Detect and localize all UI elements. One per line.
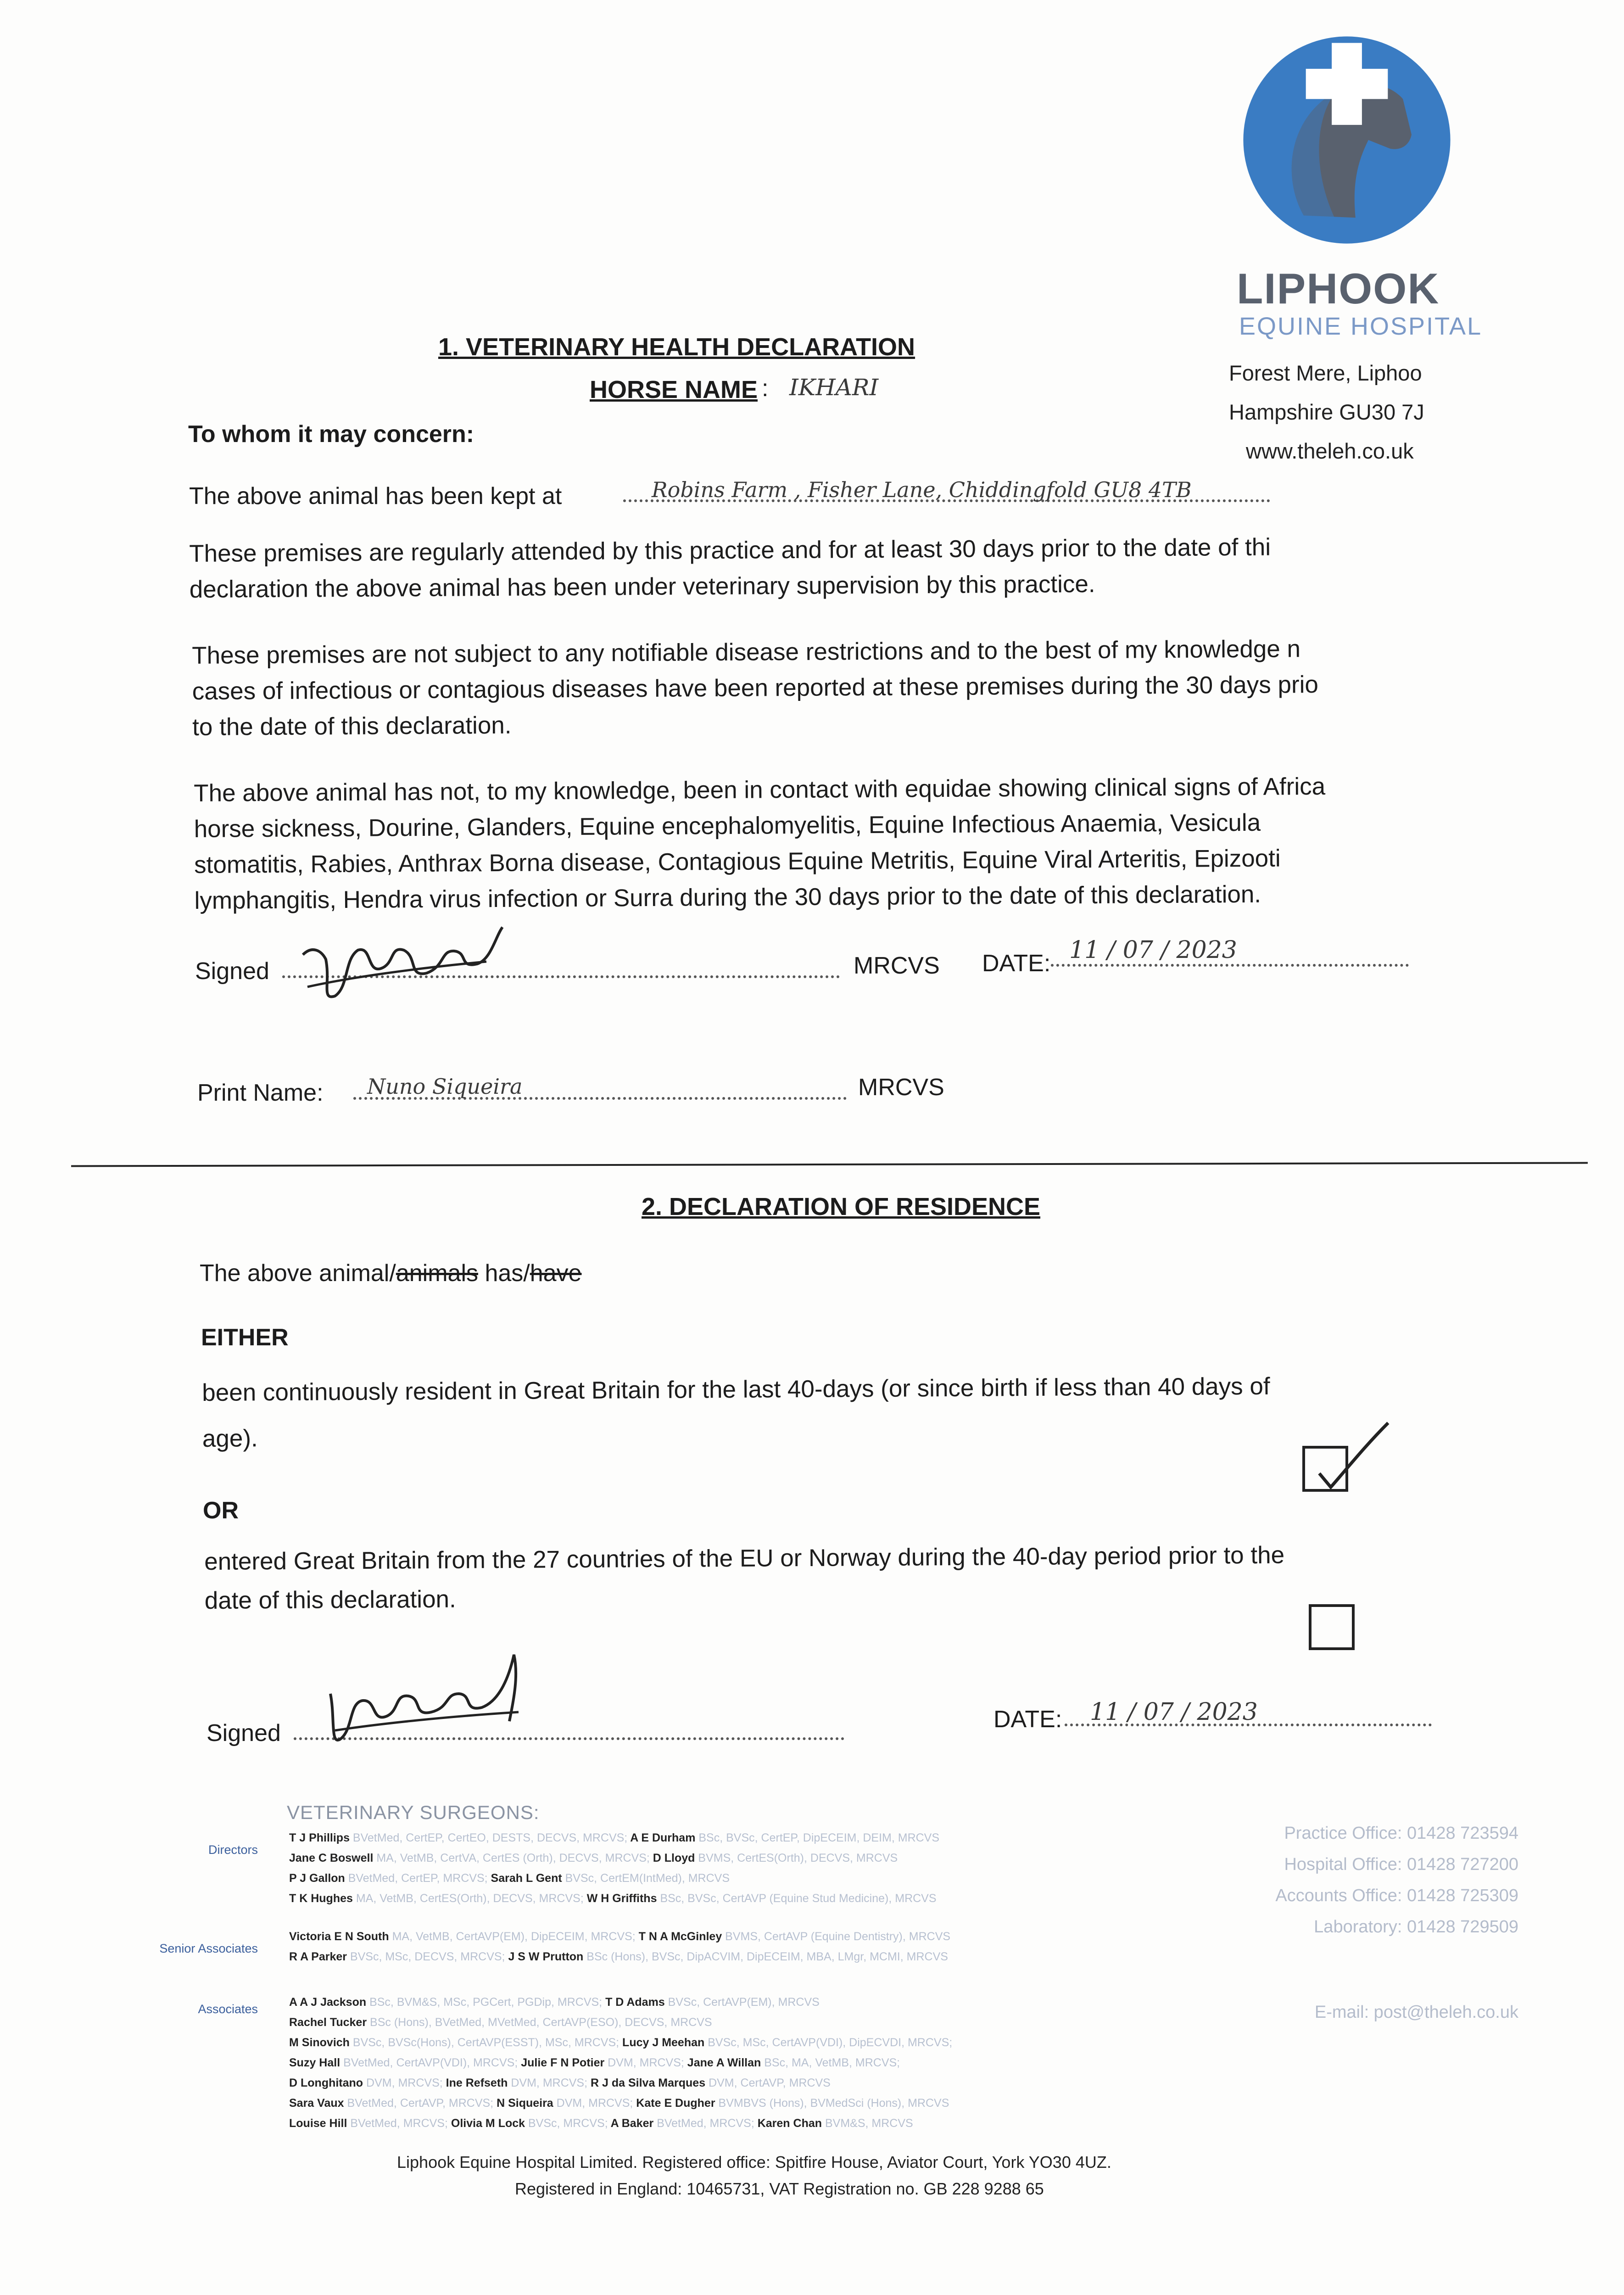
staff-qualifications: BVetMed, CertAVP, MRCVS;	[347, 2097, 494, 2110]
staff-line	[289, 1992, 952, 2012]
staff-name: D Lloyd	[649, 1852, 698, 1864]
staff-line	[289, 1848, 939, 1868]
staff-line	[289, 2073, 952, 2093]
para1-line-1: These premises are regularly attended by this practice and for at least 30 days prior to the date of thi	[189, 533, 1271, 567]
animal-prefix: The above animal/	[200, 1260, 396, 1287]
para1-line-2: declaration the above animal has been under veterinary supervision by this practice.	[189, 570, 1095, 603]
staff-qualifications: DVM, MRCVS;	[608, 2056, 684, 2069]
option-2-checkbox[interactable]	[1309, 1604, 1355, 1650]
staff-qualifications: BVMS, CertAVP (Equine Dentistry), MRCVS	[725, 1930, 951, 1943]
staff-qualifications: DVM, MRCVS;	[556, 2097, 633, 2110]
staff-qualifications: BVetMed, MRCVS;	[350, 2117, 448, 2130]
animal-statement	[200, 1261, 582, 1285]
staff-name: Suzy Hall	[289, 2056, 344, 2069]
staff-qualifications: BVMBVS (Hons), BVMedSci (Hons), MRCVS	[718, 2097, 949, 2110]
staff-qualifications: BVM&S, MRCVS	[825, 2117, 913, 2130]
date-value-1: 11 / 07 / 2023	[1069, 936, 1237, 964]
veterinary-surgeons-title: VETERINARY SURGEONS:	[287, 1802, 540, 1823]
staff-qualifications: BSc, BVSc, CertEP, DipECEIM, DEIM, MRCVS	[698, 1831, 940, 1844]
horse-name-value: IKHARI	[789, 374, 879, 401]
option1-line-2: age).	[202, 1425, 258, 1452]
option-2-text	[204, 1536, 1285, 1620]
staff-qualifications: BVSc, MSc, CertAVP(VDI), DipECVDI, MRCVS;	[708, 2036, 953, 2049]
staff-name: R J da Silva Marques	[587, 2077, 709, 2089]
greeting: To whom it may concern:	[188, 421, 474, 448]
section-divider	[71, 1162, 1588, 1167]
office-numbers	[1275, 1818, 1518, 1942]
staff-name: Rachel Tucker	[289, 2016, 370, 2029]
para3-line-1: The above animal has not, to my knowledge, been in contact with equidae showing clinical signs of Africa	[194, 772, 1326, 807]
signed-label-1: Signed	[195, 958, 269, 985]
staff-name: Sarah L Gent	[487, 1872, 565, 1885]
staff-name: Jane A Willan	[684, 2056, 765, 2069]
staff-name: T D Adams	[602, 1996, 668, 2009]
has-struck: have	[530, 1260, 582, 1287]
staff-qualifications: BSc, BVM&S, MSc, PGCert, PGDip, MRCVS;	[369, 1996, 603, 2009]
staff-qualifications: MA, VetMB, CertES(Orth), DECVS, MRCVS;	[356, 1892, 584, 1905]
para2-line-3: to the date of this declaration.	[192, 711, 512, 741]
mrcvs-label-2: MRCVS	[858, 1074, 944, 1101]
staff-name: Sara Vaux	[289, 2097, 347, 2110]
staff-line	[289, 1926, 950, 1947]
email-contact: E-mail: post@theleh.co.uk	[1314, 2003, 1518, 2022]
staff-line	[289, 2093, 952, 2113]
liphook-logo-mark	[1239, 32, 1455, 248]
role-associates: Associates	[198, 2002, 258, 2016]
staff-name: Olivia M Lock	[447, 2117, 528, 2130]
staff-qualifications: BVetMed, CertAVP(VDI), MRCVS;	[343, 2056, 518, 2069]
staff-name: P J Gallon	[289, 1872, 348, 1885]
footer-registration-line: Registered in England: 10465731, VAT Registration no. GB 228 9288 65	[515, 2179, 1044, 2198]
accounts-office: Accounts Office: 01428 725309	[1275, 1886, 1518, 1905]
para2-line-1: These premises are not subject to any notifiable disease restrictions and to the best of my knowledge n	[192, 635, 1301, 669]
staff-name: D Longhitano	[289, 2077, 367, 2089]
staff-line	[289, 2053, 952, 2073]
staff-name: Julie F N Potier	[518, 2056, 608, 2069]
staff-line	[289, 2113, 952, 2133]
staff-name: Lucy J Meehan	[619, 2036, 708, 2049]
hospital-office: Hospital Office: 01428 727200	[1284, 1855, 1518, 1874]
staff-qualifications: BVetMed, CertEP, CertEO, DESTS, DECVS, MRCVS;	[352, 1831, 628, 1844]
staff-name: T J Phillips	[289, 1831, 353, 1844]
staff-name: Victoria E N South	[289, 1930, 392, 1943]
practice-office: Practice Office: 01428 723594	[1284, 1824, 1518, 1843]
staff-name: N Siqueira	[493, 2097, 557, 2110]
staff-qualifications: BVSc, BVSc(Hons), CertAVP(ESST), MSc, MRCVS;	[352, 2036, 619, 2049]
check-mark-icon	[1310, 1418, 1393, 1492]
staff-line	[289, 2032, 952, 2053]
staff-name: A Baker	[608, 2117, 657, 2130]
role-senior-associates: Senior Associates	[159, 1942, 258, 1955]
date-line-1	[1051, 964, 1409, 967]
staff-qualifications: MA, VetMB, CertVA, CertES (Orth), DECVS, MRCVS;	[376, 1852, 650, 1864]
staff-qualifications: BVSc, MRCVS;	[528, 2117, 608, 2130]
laboratory-office: Laboratory: 01428 729509	[1314, 1917, 1518, 1937]
staff-name: W H Griffiths	[583, 1892, 660, 1905]
kept-at-value: Robins Farm , Fisher Lane, Chiddingfold GU8 4TB	[652, 477, 1192, 502]
signed-label-2: Signed	[206, 1720, 281, 1746]
or-label: OR	[203, 1497, 239, 1524]
option1-line-1: been continuously resident in Great Britain for the last 40-days (or since birth if less than 40 days of	[202, 1372, 1270, 1406]
address-line-1: Forest Mere, Liphoo	[1229, 361, 1422, 385]
horse-name-colon: :	[762, 375, 769, 402]
staff-qualifications: DVM, MRCVS;	[511, 2077, 588, 2089]
staff-name: A A J Jackson	[289, 1996, 370, 2009]
staff-name: Louise Hill	[289, 2117, 351, 2130]
staff-qualifications: BVSc, MSc, DECVS, MRCVS;	[350, 1950, 505, 1963]
senior-associates-list	[289, 1926, 950, 1967]
para3-line-3: stomatitis, Rabies, Anthrax Borna disease, Contagious Equine Metritis, Equine Viral Arteritis, Epizooti	[194, 845, 1281, 879]
staff-line	[289, 1888, 939, 1909]
signature-2	[317, 1648, 537, 1758]
staff-name: J S W Prutton	[505, 1950, 587, 1963]
either-label: EITHER	[201, 1324, 289, 1351]
directors-list	[289, 1828, 939, 1909]
paragraph-restrictions	[192, 631, 1319, 745]
mrcvs-label-1: MRCVS	[854, 952, 940, 979]
option-1-text	[202, 1364, 1271, 1462]
staff-name: T N A McGinley	[635, 1930, 725, 1943]
date-label-2: DATE:	[993, 1706, 1062, 1733]
staff-qualifications: BSc, MA, VetMB, MRCVS;	[764, 2056, 900, 2069]
date-value-2: 11 / 07 / 2023	[1090, 1698, 1258, 1726]
logo-subname: EQUINE HOSPITAL	[1239, 313, 1483, 340]
date-label-1: DATE:	[982, 950, 1051, 977]
staff-line	[289, 2012, 952, 2032]
staff-line	[289, 1947, 950, 1967]
staff-qualifications: DVM, CertAVP, MRCVS	[709, 2077, 831, 2089]
staff-qualifications: MA, VetMB, CertAVP(EM), DipECEIM, MRCVS;	[392, 1930, 636, 1943]
section-1-title: 1. VETERINARY HEALTH DECLARATION	[438, 333, 915, 361]
print-name-label: Print Name:	[197, 1080, 324, 1106]
staff-qualifications: BSc (Hons), BVSc, DipACVIM, DipECEIM, MBA, LMgr, MCMI, MRCVS	[586, 1950, 948, 1963]
staff-qualifications: BSc, BVSc, CertAVP (Equine Stud Medicine), MRCVS	[660, 1892, 937, 1905]
role-directors: Directors	[208, 1843, 258, 1857]
option2-line-2: date of this declaration.	[204, 1585, 456, 1614]
staff-line	[289, 1868, 939, 1888]
animal-struck: animals	[396, 1260, 478, 1287]
paragraph-disease-contact	[194, 769, 1326, 919]
para3-line-4: lymphangitis, Hendra virus infection or Surra during the 30 days prior to the date of this declaration.	[194, 880, 1261, 914]
logo-name: LIPHOOK	[1237, 264, 1440, 313]
staff-name: T K Hughes	[289, 1892, 356, 1905]
address-line-2: Hampshire GU30 7J	[1229, 400, 1424, 424]
website-text: www.theleh.co.uk	[1246, 439, 1414, 463]
staff-name: A E Durham	[627, 1831, 699, 1844]
staff-name: Ine Refseth	[442, 2077, 511, 2089]
signature-1	[294, 918, 514, 1010]
staff-name: Kate E Dugher	[633, 2097, 719, 2110]
staff-line	[289, 1828, 939, 1848]
staff-qualifications: BVetMed, CertEP, MRCVS;	[348, 1872, 488, 1885]
section-2-title: 2. DECLARATION OF RESIDENCE	[642, 1193, 1041, 1220]
staff-qualifications: DVM, MRCVS;	[366, 2077, 443, 2089]
has-prefix: has/	[478, 1260, 530, 1287]
staff-qualifications: BVSc, CertAVP(EM), MRCVS	[668, 1996, 820, 2009]
footer-company-line: Liphook Equine Hospital Limited. Registered office: Spitfire House, Aviator Court, York YO30 4UZ.	[397, 2153, 1111, 2172]
option2-line-1: entered Great Britain from the 27 countries of the EU or Norway during the 40-day period prior to the	[204, 1541, 1285, 1575]
staff-qualifications: BVMS, CertES(Orth), DECVS, MRCVS	[698, 1852, 898, 1864]
para2-line-2: cases of infectious or contagious diseases have been reported at these premises during the 30 days prio	[192, 671, 1319, 705]
associates-list	[289, 1992, 952, 2133]
print-name-value: Nuno Siqueira	[367, 1074, 523, 1099]
staff-name: Karen Chan	[754, 2117, 825, 2130]
staff-name: M Sinovich	[289, 2036, 353, 2049]
para3-line-2: horse sickness, Dourine, Glanders, Equine encephalomyelitis, Equine Infectious Anaemia, Vesicula	[194, 809, 1261, 843]
staff-qualifications: BVSc, CertEM(IntMed), MRCVS	[565, 1872, 730, 1885]
paragraph-supervision	[189, 530, 1271, 608]
kept-at-label: The above animal has been kept at	[189, 483, 562, 509]
staff-name: Jane C Boswell	[289, 1852, 377, 1864]
horse-name-label: HORSE NAME	[590, 376, 758, 403]
staff-qualifications: BVetMed, MRCVS;	[657, 2117, 754, 2130]
staff-qualifications: BSc (Hons), BVetMed, MVetMed, CertAVP(ESO), DECVS, MRCVS	[370, 2016, 712, 2029]
staff-name: R A Parker	[289, 1950, 350, 1963]
